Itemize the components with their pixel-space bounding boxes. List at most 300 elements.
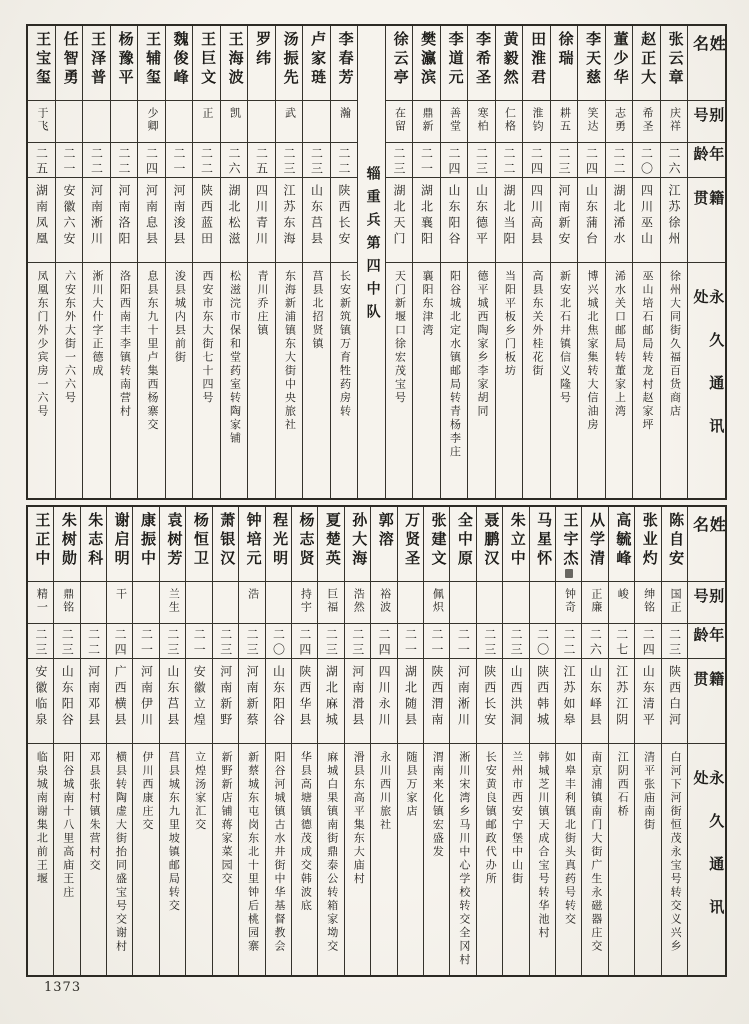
person-column: [212, 507, 238, 975]
person-column: [344, 507, 370, 975]
person-native-place-text: 安徽立煌: [192, 665, 207, 729]
person-age-text: 二一: [139, 628, 154, 658]
person-native-place: [606, 177, 633, 262]
person-age-text: 二三: [165, 628, 180, 658]
person-address-text: 伊川西康庄交: [140, 751, 153, 832]
person-name-text: 樊瀛滨: [419, 31, 436, 88]
roster-table-bottom: [26, 505, 727, 977]
person-address-text: 高县东关外桂花街: [531, 270, 544, 378]
person-column: [28, 507, 53, 975]
person-address-text: 阳谷城北定水镇邮局转青杨李庄: [448, 270, 461, 459]
person-alias: [398, 581, 423, 623]
person-native-place-text: 河南伊川: [139, 665, 154, 729]
person-native-place: [54, 658, 79, 743]
person-name: [503, 507, 528, 581]
person-column: [132, 507, 158, 975]
person-alias-text: 武: [283, 107, 296, 120]
person-age: [56, 142, 83, 177]
person-alias-text: 裕波: [378, 588, 391, 614]
person-address-text: 新野新店铺蒋家菜园交: [220, 751, 233, 886]
person-alias: [606, 100, 633, 142]
person-name-text: 程光明: [271, 512, 288, 569]
person-alias-text: 少卿: [146, 107, 159, 133]
person-name-text: 卢家琏: [309, 31, 326, 88]
person-column: [53, 507, 79, 975]
person-column: [634, 507, 660, 975]
person-alias-text: 志勇: [613, 107, 626, 133]
person-column: [370, 507, 396, 975]
person-name: [578, 26, 605, 100]
person-age-text: 二二: [502, 147, 517, 177]
person-name-text: 万贤圣: [403, 512, 420, 569]
column-header-alias: [688, 100, 725, 142]
person-name-text: 董少华: [611, 31, 628, 88]
person-name-text: 郭溶: [376, 512, 393, 550]
person-native-place: [107, 658, 132, 743]
person-alias-text: 国正: [669, 588, 682, 614]
person-native-place-text: 山东阳谷: [447, 184, 462, 248]
person-age: [133, 623, 158, 658]
person-native-place: [450, 658, 475, 743]
person-alias: [582, 581, 607, 623]
person-age: [54, 623, 79, 658]
person-column: [185, 507, 211, 975]
person-native-place-text: 山东莒县: [309, 184, 324, 248]
person-age-text: 二三: [667, 628, 682, 658]
person-alias: [662, 581, 687, 623]
person-alias-text: 兰生: [167, 588, 180, 614]
person-native-place: [556, 658, 581, 743]
person-alias: [292, 581, 317, 623]
person-name-text: 从学清: [587, 512, 604, 569]
person-native-place-text: 江苏江阴: [614, 665, 629, 729]
person-native-place: [239, 658, 264, 743]
person-name: [111, 26, 138, 100]
person-alias-text: 持宇: [299, 588, 312, 614]
person-alias-text: 正廉: [589, 588, 602, 614]
person-age: [609, 623, 634, 658]
person-age: [83, 142, 110, 177]
person-native-place: [28, 658, 53, 743]
person-native-place-text: 湖北襄阳: [419, 184, 434, 248]
person-address: [107, 743, 132, 975]
person-alias: [424, 581, 449, 623]
person-alias-text: 笑达: [586, 107, 599, 133]
person-name: [186, 507, 211, 581]
person-address-text: 长安黄良镇邮政代办所: [484, 751, 497, 886]
person-alias-text: 耕五: [558, 107, 571, 133]
person-address: [496, 262, 523, 498]
person-address: [578, 262, 605, 498]
person-alias: [609, 581, 634, 623]
person-alias: [331, 100, 358, 142]
person-name-text: 张业灼: [640, 512, 657, 569]
person-age-text: 二三: [282, 147, 297, 177]
person-alias: [111, 100, 138, 142]
person-age-text: 二〇: [271, 628, 286, 658]
person-native-place-text: 湖北浠水: [612, 184, 627, 248]
person-age-text: 二〇: [535, 628, 550, 658]
person-age: [398, 623, 423, 658]
person-address: [345, 743, 370, 975]
person-name: [303, 26, 330, 100]
person-native-place-text: 湖北天门: [392, 184, 407, 248]
small-annotation-mark: [565, 569, 573, 578]
person-age: [186, 623, 211, 658]
person-name-text: 张云章: [666, 31, 683, 88]
person-native-place: [303, 177, 330, 262]
person-native-place: [662, 658, 687, 743]
person-name-text: 王泽普: [89, 31, 106, 88]
person-age-text: 二二: [337, 147, 352, 177]
person-alias: [107, 581, 132, 623]
column-header-native-text: 籍贯: [691, 671, 724, 708]
person-alias: [193, 100, 220, 142]
person-age: [193, 142, 220, 177]
person-column: [632, 26, 660, 498]
person-address-text: 浚县城内县前街: [173, 270, 186, 365]
person-alias: [133, 581, 158, 623]
person-alias: [318, 581, 343, 623]
person-name: [398, 507, 423, 581]
person-age-text: 二二: [199, 147, 214, 177]
person-native-place: [56, 177, 83, 262]
person-alias-text: 瀚: [338, 107, 351, 120]
person-age-text: 二三: [509, 628, 524, 658]
person-native-place: [530, 658, 555, 743]
person-address: [111, 262, 138, 498]
person-age: [635, 623, 660, 658]
header-column: [687, 507, 725, 975]
person-alias-text: 绅铭: [642, 588, 655, 614]
person-native-place: [160, 658, 185, 743]
person-native-place: [413, 177, 440, 262]
person-address: [662, 743, 687, 975]
person-native-place-text: 河南新安: [557, 184, 572, 248]
person-alias-text: 钟奇: [563, 588, 576, 614]
person-age: [138, 142, 165, 177]
person-address-text: 如皋丰利镇北街头真药号转交: [563, 751, 576, 927]
person-native-place-text: 江苏徐州: [667, 184, 682, 248]
person-age-text: 二一: [62, 147, 77, 177]
person-age: [441, 142, 468, 177]
person-address: [213, 743, 238, 975]
person-alias: [28, 100, 55, 142]
person-age: [345, 623, 370, 658]
person-native-place-text: 湖北当阳: [502, 184, 517, 248]
person-name: [56, 26, 83, 100]
person-alias: [81, 581, 106, 623]
person-age-text: 二四: [584, 147, 599, 177]
person-native-place-text: 陕西长安: [482, 665, 497, 729]
column-header-name: [688, 26, 725, 100]
person-age-text: 二三: [309, 147, 324, 177]
person-native-place-text: 河南息县: [144, 184, 159, 248]
person-name-text: 赵正大: [639, 31, 656, 88]
person-column: [192, 26, 220, 498]
person-native-place-text: 湖南凤凰: [34, 184, 49, 248]
person-column: [247, 26, 275, 498]
person-name-text: 王辅玺: [144, 31, 161, 88]
person-name: [661, 26, 688, 100]
person-age: [303, 142, 330, 177]
person-column: [291, 507, 317, 975]
person-column: [397, 507, 423, 975]
person-age-text: 二五: [254, 147, 269, 177]
person-native-place: [83, 177, 110, 262]
unit-label-text: 辎重兵第四中队: [364, 166, 380, 327]
person-address: [633, 262, 660, 498]
roster-table-top: [26, 24, 727, 500]
person-alias: [83, 100, 110, 142]
person-address: [523, 262, 550, 498]
person-column: [660, 26, 688, 498]
person-alias: [386, 100, 413, 142]
person-name-text: 魏俊峰: [171, 31, 188, 88]
person-name-text: 夏楚英: [323, 512, 340, 569]
person-native-place-text: 河南邓县: [86, 665, 101, 729]
person-address: [477, 743, 502, 975]
person-age: [331, 142, 358, 177]
person-native-place-text: 河南新蔡: [245, 665, 260, 729]
person-native-place-text: 湖北麻城: [324, 665, 339, 729]
person-alias: [213, 581, 238, 623]
person-age: [413, 142, 440, 177]
person-address: [582, 743, 607, 975]
person-age-text: 二二: [89, 147, 104, 177]
person-name: [530, 507, 555, 581]
person-column: [159, 507, 185, 975]
person-address: [503, 743, 528, 975]
column-header-name: [688, 507, 725, 581]
person-column: [137, 26, 165, 498]
person-address-text: 青川乔庄镇: [256, 270, 269, 338]
person-name: [28, 507, 53, 581]
person-age: [239, 623, 264, 658]
person-alias: [28, 581, 53, 623]
person-native-place: [193, 177, 220, 262]
person-column: [467, 26, 495, 498]
person-age-text: 二三: [392, 147, 407, 177]
person-address-text: 襄阳东津湾: [421, 270, 434, 338]
person-age: [556, 623, 581, 658]
person-address: [556, 743, 581, 975]
person-age: [530, 623, 555, 658]
person-age-text: 二三: [474, 147, 489, 177]
person-age-text: 二一: [419, 147, 434, 177]
person-column: [82, 26, 110, 498]
person-address-text: 华县高塘镇德茂成交韩波底: [299, 751, 312, 913]
person-age: [81, 623, 106, 658]
person-native-place: [609, 658, 634, 743]
person-age-text: 二六: [667, 147, 682, 177]
person-name: [54, 507, 79, 581]
person-address: [606, 262, 633, 498]
person-address-text: 凤凰东门外少宾房一六号: [36, 270, 49, 419]
person-address-text: 白河下河街恒茂永宝号转交义兴乡: [669, 751, 682, 954]
person-name: [413, 26, 440, 100]
person-age: [551, 142, 578, 177]
person-age: [276, 142, 303, 177]
person-alias-text: 于飞: [36, 107, 49, 133]
person-name-text: 朱树勋: [59, 512, 76, 569]
person-address-text: 淅川宋湾乡马川中心学校转交全冈村: [457, 751, 470, 967]
person-address: [186, 743, 211, 975]
person-address-text: 巫山培石邮局转龙村赵家坪: [641, 270, 654, 432]
person-name: [386, 26, 413, 100]
person-alias: [248, 100, 275, 142]
person-native-place: [386, 177, 413, 262]
person-native-place-text: 山东莒县: [165, 665, 180, 729]
person-address: [239, 743, 264, 975]
person-name: [193, 26, 220, 100]
person-name-text: 王巨文: [199, 31, 216, 88]
person-alias: [56, 100, 83, 142]
person-age: [503, 623, 528, 658]
person-native-place-text: 山东阳谷: [271, 665, 286, 729]
person-address: [292, 743, 317, 975]
person-native-place: [578, 177, 605, 262]
person-alias-text: 浩: [246, 588, 259, 601]
person-name-text: 罗纬: [254, 31, 271, 69]
person-address-text: 莒县北招贤镇: [311, 270, 324, 351]
person-age-text: 二三: [324, 628, 339, 658]
person-name: [331, 26, 358, 100]
person-native-place-text: 河南滑县: [350, 665, 365, 729]
person-name-text: 李希圣: [474, 31, 491, 88]
column-header-alias-text: 别号: [691, 107, 724, 130]
person-age: [292, 623, 317, 658]
person-address-text: 立煌汤家汇交: [193, 751, 206, 832]
person-native-place: [635, 658, 660, 743]
person-name-text: 谢启明: [112, 512, 129, 569]
person-native-place-text: 湖北随县: [403, 665, 418, 729]
person-native-place: [186, 658, 211, 743]
person-alias-text: 巨福: [325, 588, 338, 614]
person-name: [609, 507, 634, 581]
person-column: [608, 507, 634, 975]
person-address: [221, 262, 248, 498]
person-age: [266, 623, 291, 658]
person-address-text: 东海新浦镇东大街中央旅社: [283, 270, 296, 432]
person-alias-text: 寒柏: [476, 107, 489, 133]
person-age: [371, 623, 396, 658]
person-native-place-text: 陕西韩城: [535, 665, 550, 729]
person-column: [317, 507, 343, 975]
person-alias-text: 峻: [616, 588, 629, 601]
person-native-place: [477, 658, 502, 743]
person-age: [107, 623, 132, 658]
person-address: [386, 262, 413, 498]
person-alias-text: 凯: [228, 107, 241, 120]
person-column: [302, 26, 330, 498]
person-name: [371, 507, 396, 581]
person-native-place: [661, 177, 688, 262]
person-column: [106, 507, 132, 975]
person-alias-text: 正: [201, 107, 214, 120]
column-header-age: [688, 142, 725, 177]
person-native-place: [468, 177, 495, 262]
person-name-text: 孙大海: [350, 512, 367, 569]
person-name: [662, 507, 687, 581]
person-name: [582, 507, 607, 581]
person-name: [441, 26, 468, 100]
person-column: [55, 26, 83, 498]
person-name: [556, 507, 581, 581]
person-alias: [371, 581, 396, 623]
person-name-text: 高毓峰: [614, 512, 631, 569]
person-name: [221, 26, 248, 100]
person-age-text: 二三: [482, 628, 497, 658]
person-name: [266, 507, 291, 581]
person-age-text: 二四: [447, 147, 462, 177]
person-name-text: 朱志科: [86, 512, 103, 569]
person-native-place: [276, 177, 303, 262]
person-native-place-text: 四川青川: [254, 184, 269, 248]
person-native-place-text: 河南淅川: [89, 184, 104, 248]
person-name: [606, 26, 633, 100]
person-address: [138, 262, 165, 498]
person-age: [213, 623, 238, 658]
person-age-text: 二一: [192, 628, 207, 658]
person-age-text: 二〇: [639, 147, 654, 177]
person-name: [138, 26, 165, 100]
person-name-text: 康振中: [139, 512, 156, 569]
person-column: [502, 507, 528, 975]
person-address: [56, 262, 83, 498]
person-address: [160, 743, 185, 975]
person-native-place-text: 广西横县: [113, 665, 128, 729]
person-alias: [303, 100, 330, 142]
person-address-text: 当阳平板乡门板坊: [503, 270, 516, 378]
person-age-text: 二四: [144, 147, 159, 177]
person-address-text: 永川西川旅社: [378, 751, 391, 832]
person-age-text: 二一: [403, 628, 418, 658]
person-native-place-text: 江苏如皋: [561, 665, 576, 729]
person-column: [265, 507, 291, 975]
person-name-text: 钟培元: [244, 512, 261, 569]
person-name: [239, 507, 264, 581]
person-address-text: 徐州大同街久福百货商店: [668, 270, 681, 419]
person-address-text: 横县转陶虚大街抬同盛宝号交谢村: [114, 751, 127, 954]
column-header-address-text: 永久通讯处: [691, 289, 724, 461]
person-address-text: 淅川大什字正德成: [91, 270, 104, 378]
person-alias-text: 佩炽: [431, 588, 444, 614]
person-alias-text: 希圣: [641, 107, 654, 133]
person-address: [54, 743, 79, 975]
person-native-place: [331, 177, 358, 262]
person-native-place-text: 江苏东海: [282, 184, 297, 248]
person-name: [276, 26, 303, 100]
person-native-place-text: 安徽六安: [62, 184, 77, 248]
person-age-text: 二二: [612, 147, 627, 177]
person-native-place-text: 四川巫山: [639, 184, 654, 248]
person-alias: [54, 581, 79, 623]
person-column: [28, 26, 55, 498]
unit-label: [358, 26, 385, 498]
person-age-text: 二三: [557, 147, 572, 177]
person-address-text: 南京浦镇南门大街广生永磁器庄交: [589, 751, 602, 954]
person-name: [633, 26, 660, 100]
person-native-place-text: 山西洪洞: [509, 665, 524, 729]
person-address-text: 天门新堰口徐宏茂宝号: [393, 270, 406, 405]
person-address: [424, 743, 449, 975]
person-native-place: [633, 177, 660, 262]
person-age: [468, 142, 495, 177]
person-alias: [477, 581, 502, 623]
person-name: [551, 26, 578, 100]
person-age-text: 二二: [86, 628, 101, 658]
